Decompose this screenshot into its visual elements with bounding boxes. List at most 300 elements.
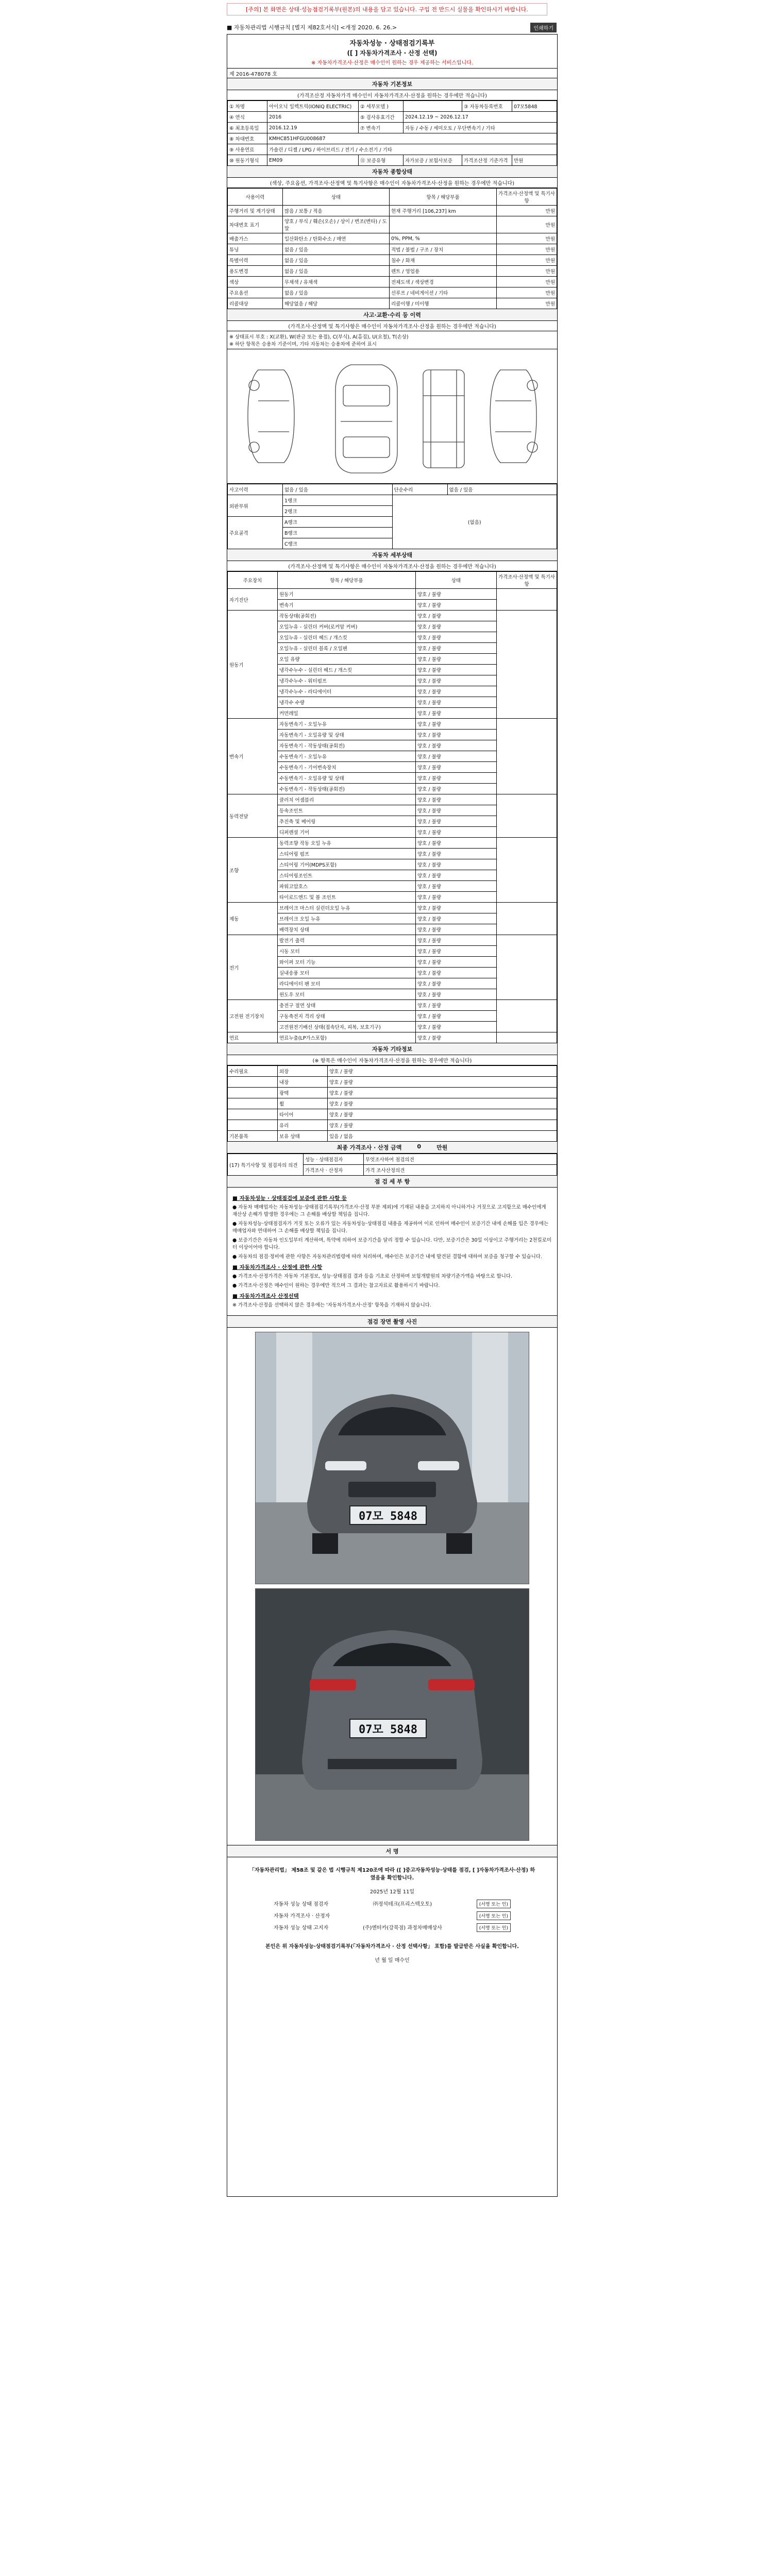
detail-item-cell: 라디에이터 팬 모터 xyxy=(278,978,416,989)
detail-item-cell: 발전기 출력 xyxy=(278,935,416,946)
form-caption-row xyxy=(227,23,557,32)
detail-item-cell: 추진축 및 베어링 xyxy=(278,816,416,827)
detail-price-cell xyxy=(497,719,557,794)
table-cell: 0%, PPM, % xyxy=(390,233,497,244)
detail-state-cell: 양호 / 불량 xyxy=(416,957,497,968)
table-row xyxy=(228,1098,557,1109)
table-row xyxy=(228,133,557,144)
table-cell: 없음 / 있음 xyxy=(283,266,390,277)
detail-item-cell: 클러치 어셈블리 xyxy=(278,794,416,805)
device-group-cell: 동력전달 xyxy=(228,794,278,838)
detail-state-cell: 양호 / 불량 xyxy=(416,740,497,751)
table-cell: 07모5848 xyxy=(512,101,557,112)
table-row xyxy=(228,1032,557,1043)
document-note: ※ 자동차가격조사·산정은 매수인이 원하는 경우 제공하는 서비스입니다. xyxy=(311,60,473,66)
final-price-label: 최종 가격조사 · 산정 금액 xyxy=(337,1144,402,1151)
table-row xyxy=(228,794,557,805)
detail-item-cell: 자동변속기 - 작동상태(공회전) xyxy=(278,740,416,751)
detail-state-cell: 양호 / 불량 xyxy=(416,827,497,838)
table-cell: 외장 xyxy=(278,1066,328,1077)
signature-date: 2025년 12월 11일 xyxy=(369,1889,415,1895)
front-inspection-photo xyxy=(255,1332,529,1584)
detail-status-table xyxy=(227,571,557,1043)
table-cell: 없음 / 있음 xyxy=(283,255,390,266)
signature-field[interactable]: (서명 또는 인) xyxy=(477,1900,511,1908)
table-cell: ④ 연식 xyxy=(228,112,267,123)
table-cell: 주요골격 xyxy=(228,517,283,549)
signer-role: 자동차 성능 상태 고지자 xyxy=(274,1925,329,1931)
table-cell: 2랭크 xyxy=(283,506,393,517)
table-cell: ② 세부모델 ) xyxy=(359,101,404,112)
table-cell: ③ 자동차등록번호 xyxy=(462,101,512,112)
table-cell: 휠 xyxy=(278,1098,328,1109)
table-row xyxy=(228,935,557,946)
detail-item-cell: 냉각수누수 - 라디에이터 xyxy=(278,686,416,697)
table-cell: 주행거리 및 계기상태 xyxy=(228,206,283,216)
table-cell: 보유 상태 xyxy=(278,1131,328,1142)
detail-item-cell: 스티어링 펌프 xyxy=(278,849,416,859)
table-cell: 수리필요 xyxy=(228,1066,278,1077)
photos-section xyxy=(227,1328,557,1845)
detail-item-cell: 스티어링 기어(MDPS포함) xyxy=(278,859,416,870)
basic-info-subtitle: (가격조산정 자동차가격 매수인이 자동차가격조사·산정을 원하는 경우에만 적습니다) xyxy=(227,90,557,100)
overall-status-title: 자동차 종합상태 xyxy=(227,166,557,178)
signer-role: 자동차 성능 상태 점검자 xyxy=(274,1902,329,1907)
detail-item-cell: 냉각수누수 - 워터펌프 xyxy=(278,675,416,686)
basic-info-title: 자동차 기본정보 xyxy=(227,78,557,90)
table-cell: 양호 / 불량 xyxy=(328,1077,557,1088)
detail-item-cell: 충전구 절연 상태 xyxy=(278,1000,416,1011)
table-cell: 없음 / 있음 xyxy=(283,287,390,298)
signature-row xyxy=(274,1922,511,1934)
table-row xyxy=(228,495,557,506)
signature-field[interactable]: (서명 또는 인) xyxy=(477,1923,511,1932)
table-cell: 만원 xyxy=(497,216,557,233)
table-cell: 전체도색 / 색상변경 xyxy=(390,277,497,287)
table-row xyxy=(228,277,557,287)
table-cell: 만원 xyxy=(497,298,557,309)
document-header xyxy=(227,35,557,69)
table-cell: 유리 xyxy=(278,1120,328,1131)
detail-price-cell xyxy=(497,1032,557,1043)
detail-price-cell xyxy=(497,903,557,935)
registration-number: 제 2016-478078 호 xyxy=(229,72,277,77)
detail-state-cell: 양호 / 불량 xyxy=(416,632,497,643)
table-row xyxy=(228,233,557,244)
detail-state-cell: 양호 / 불량 xyxy=(416,816,497,827)
table-cell: 리콜이행 / 미이행 xyxy=(390,298,497,309)
detail-item-cell: 배력장치 상태 xyxy=(278,924,416,935)
signer-role: 자동차 가격조사 · 산정자 xyxy=(274,1913,330,1919)
detail-state-cell: 양호 / 불량 xyxy=(416,849,497,859)
table-header-row xyxy=(228,572,557,589)
notice-paragraph: ● 가격조사·산정은 매수인이 원하는 경우에만 적으며 그 결과는 참고자료로 활용하시기 바랍니다. xyxy=(232,1283,440,1289)
detail-item-cell: 브레이크 마스터 실린더오일 누유 xyxy=(278,903,416,913)
detail-item-cell: 오일누유 - 실린더 블록 / 오일팬 xyxy=(278,643,416,654)
basic-info-table xyxy=(227,100,557,166)
detail-state-cell: 양호 / 불량 xyxy=(416,784,497,794)
table-row xyxy=(228,266,557,277)
detail-item-cell: 작동상태(공회전) xyxy=(278,611,416,621)
detail-state-cell: 양호 / 불량 xyxy=(416,643,497,654)
front-car-illustration xyxy=(256,1332,529,1584)
notice-paragraph: ● 자동차 매매업자는 자동차성능·상태점검기록부(가격조사·산정 부분 제외)에 기재된 내용을 고지하지 아니하거나 거짓으로 고지함으로 매수인에게 재산상 손해가 발생한 경우에는 그 손해를 배상할 책임을 집니다. xyxy=(232,1205,546,1217)
detail-item-cell: 등속조인트 xyxy=(278,805,416,816)
table-row xyxy=(228,589,557,600)
accident-history-table xyxy=(227,484,557,549)
table-cell: ⑪ 보증유형 xyxy=(359,155,404,166)
detail-state-cell: 양호 / 불량 xyxy=(416,611,497,621)
detail-state-cell: 양호 / 불량 xyxy=(416,654,497,665)
table-row xyxy=(228,206,557,216)
table-cell xyxy=(228,1098,278,1109)
document-title: 자동차성능 · 상태점검기록부 xyxy=(349,40,435,47)
table-cell xyxy=(404,101,462,112)
table-cell: 리콜대상 xyxy=(228,298,283,309)
signature-field[interactable]: (서명 또는 인) xyxy=(477,1911,511,1920)
table-cell: 만원 xyxy=(497,255,557,266)
legend-line: ※ 상태표시 부호 : X(교환), W(판금 또는 용접), C(부식), A(흠집), U(요철), T(손상) xyxy=(229,334,409,340)
table-row xyxy=(228,1077,557,1088)
detail-item-cell: 고전원전기배선 상태(접속단자, 피복, 보호기구) xyxy=(278,1022,416,1032)
device-group-cell: 고전원 전기장치 xyxy=(228,1000,278,1032)
table-row xyxy=(228,1000,557,1011)
detail-state-cell: 양호 / 불량 xyxy=(416,1011,497,1022)
table-cell: 사고이력 xyxy=(228,484,283,495)
detail-status-subtitle: (가격조사·산정액 및 특기사항은 매수인이 자동차가격조사·산정을 원하는 경우에만 적습니다) xyxy=(227,561,557,571)
detail-item-cell: 타이로드엔드 및 볼 조인트 xyxy=(278,892,416,903)
overall-status-table xyxy=(227,188,557,309)
table-cell: 양호 / 불량 xyxy=(328,1098,557,1109)
detail-state-cell: 양호 / 불량 xyxy=(416,1032,497,1043)
detail-state-cell: 양호 / 불량 xyxy=(416,719,497,730)
detail-item-cell: 브레이크 오일 누유 xyxy=(278,913,416,924)
detail-state-cell: 양호 / 불량 xyxy=(416,773,497,784)
rear-car-illustration xyxy=(256,1589,529,1840)
table-cell: ⑨ 사용연료 xyxy=(228,144,267,155)
detail-state-cell: 양호 / 불량 xyxy=(416,968,497,978)
table-row xyxy=(228,244,557,255)
other-info-subtitle: (※ 항목은 매수인이 자동차가격조사·산정을 원하는 경우에만 적습니다) xyxy=(227,1055,557,1065)
signature-title: 서 명 xyxy=(227,1845,557,1857)
table-cell: ⑤ 검사유효기간 xyxy=(359,112,404,123)
detail-item-cell: 원동기 xyxy=(278,589,416,600)
column-header: 상태 xyxy=(283,189,390,206)
detail-item-cell: 시동 모터 xyxy=(278,946,416,957)
detail-item-cell: 파워고압호스 xyxy=(278,881,416,892)
overall-status-subtitle: (색상, 주요옵션, 가격조사·산정액 및 특기사항은 매수인이 자동차가격조사·산정을 원하는 경우에만 적습니다) xyxy=(227,178,557,188)
legend-line: ※ 하단 항목은 승용차 기준이며, 기타 자동차는 승용차에 준하여 표시 xyxy=(229,342,377,347)
table-cell: 만원 xyxy=(497,277,557,287)
detail-state-cell: 양호 / 불량 xyxy=(416,621,497,632)
table-cell: 양호 / 부식 / 훼손(오손) / 상이 / 변조(변타) / 도말 xyxy=(283,216,390,233)
accident-history-title: 사고·교환·수리 등 이력 xyxy=(227,309,557,321)
table-cell: 무채색 / 유채색 xyxy=(283,277,390,287)
table-row xyxy=(228,1109,557,1120)
table-cell: 있음 / 없음 xyxy=(328,1131,557,1142)
detail-state-cell: 양호 / 불량 xyxy=(416,805,497,816)
table-cell: 가솔린 / 디젤 / LPG / 하이브리드 / 전기 / 수소전기 / 기타 xyxy=(267,144,557,155)
table-cell: 많음 / 보통 / 적음 xyxy=(283,206,390,216)
detail-item-cell: 변속기 xyxy=(278,600,416,611)
table-cell xyxy=(228,1077,278,1088)
table-cell: 무엇조사하여 점검의견 xyxy=(364,1154,557,1165)
table-row xyxy=(228,1120,557,1131)
accident-history-subtitle: (가격조사·산정액 및 특기사항은 매수인이 자동차가격조사·산정을 원하는 경우에만 적습니다) xyxy=(227,321,557,331)
table-cell: 2024.12.19 ~ 2026.12.17 xyxy=(404,112,557,123)
registration-number-row xyxy=(227,69,557,78)
table-cell xyxy=(228,1120,278,1131)
device-group-cell: 전기 xyxy=(228,935,278,1000)
detail-price-cell xyxy=(497,838,557,903)
notice-paragraph: ※ 가격조사·산정을 선택하지 않은 경우에는 '자동차가격조사·산정' 항목을 기재하지 않습니다. xyxy=(232,1302,431,1308)
table-cell: 2016.12.19 xyxy=(267,123,359,133)
detail-state-cell: 양호 / 불량 xyxy=(416,730,497,740)
detail-state-cell: 양호 / 불량 xyxy=(416,675,497,686)
signature-section xyxy=(227,1857,557,1974)
detail-item-cell: 와이퍼 모터 기능 xyxy=(278,957,416,968)
notice-paragraph: ● 가격조사·산정가격은 자동차 기본정보, 성능·상태점검 결과 등을 기초로 산정하며 보험개발원의 차량기준가액을 바탕으로 합니다. xyxy=(232,1274,512,1279)
table-cell: 양호 / 불량 xyxy=(328,1088,557,1098)
table-cell: A랭크 xyxy=(283,517,393,528)
detail-state-cell: 양호 / 불량 xyxy=(416,903,497,913)
detail-item-cell: 수동변속기 - 오일누유 xyxy=(278,751,416,762)
detail-state-cell: 양호 / 불량 xyxy=(416,697,497,708)
table-row xyxy=(228,1131,557,1142)
table-cell: 선루프 / 네비게이션 / 기타 xyxy=(390,287,497,298)
detail-item-cell: 자동변속기 - 오일누유 xyxy=(278,719,416,730)
table-row xyxy=(228,216,557,233)
detail-state-cell: 양호 / 불량 xyxy=(416,794,497,805)
table-cell: EM09 xyxy=(267,155,359,166)
detail-item-cell: 스티어링조인트 xyxy=(278,870,416,881)
table-cell: (17) 특기사항 및 점검자의 의견 xyxy=(228,1154,304,1176)
table-cell: 없음 / 있음 xyxy=(283,244,390,255)
detail-state-cell: 양호 / 불량 xyxy=(416,978,497,989)
detail-state-cell: 양호 / 불량 xyxy=(416,838,497,849)
inspector-opinion-table xyxy=(227,1154,557,1176)
table-cell: B랭크 xyxy=(283,528,393,538)
table-cell: 내장 xyxy=(278,1077,328,1088)
document-subtitle: ([ ] 자동차가격조사 · 산정 선택) xyxy=(347,49,438,57)
table-row xyxy=(228,1154,557,1165)
detail-state-cell: 양호 / 불량 xyxy=(416,946,497,957)
table-row xyxy=(228,838,557,849)
detail-item-cell: 구동축전지 격리 상태 xyxy=(278,1011,416,1022)
table-cell: 만원 xyxy=(512,155,557,166)
table-row xyxy=(228,287,557,298)
column-header: 상태 xyxy=(416,572,497,589)
form-caption: ■ 자동차관리법 시행규칙 [별지 제82호서식] <개정 2020. 6. 26.> xyxy=(227,24,397,31)
notice-title: ■ 자동차가격조사 산정선택 xyxy=(232,1293,299,1299)
table-cell: 타이어 xyxy=(278,1109,328,1120)
table-row xyxy=(228,903,557,913)
detail-item-cell: 수동변속기 - 오일유량 및 상태 xyxy=(278,773,416,784)
table-cell: 배출가스 xyxy=(228,233,283,244)
detail-item-cell: 자동변속기 - 오일유량 및 상태 xyxy=(278,730,416,740)
table-cell: 용도변경 xyxy=(228,266,283,277)
notice-paragraph: ● 자동차성능·상태점검자가 거짓 또는 오류가 있는 자동차성능·상태점검 내용을 제공하여 이로 인하여 매수인이 보증기간 내에 손해를 입은 경우에는 매매업자와 연대하여 그 손해를 배상할 책임을 집니다. xyxy=(232,1221,549,1234)
detail-state-cell: 양호 / 불량 xyxy=(416,1000,497,1011)
signer-name: (주)엔터카(강북점) 과정차매매상사 xyxy=(362,1925,442,1931)
table-cell: 만원 xyxy=(497,244,557,255)
signature-row xyxy=(274,1910,511,1922)
table-row xyxy=(228,1066,557,1077)
table-cell: 튜닝 xyxy=(228,244,283,255)
notice-paragraph: ● 보증기간은 자동차 인도일부터 계산하며, 특약에 의하여 보증기간을 달리 정할 수 있습니다. 다만, 보증기간은 30일 이상이고 주행거리는 2천킬로미터 이상이어야 합니다. xyxy=(232,1238,552,1250)
detail-state-cell: 양호 / 불량 xyxy=(416,924,497,935)
table-cell: 성능 · 상태점검자 xyxy=(304,1154,364,1165)
buyer-confirmation: 본인은 위 자동차성능·상태점검기록부(「자동차가격조사 · 산정 선택사항」 포함)를 발급받은 사실을 확인합니다. xyxy=(265,1944,519,1950)
table-cell: ⑦ 변속기 xyxy=(359,123,404,133)
detail-price-cell xyxy=(497,935,557,1000)
detail-state-cell: 양호 / 불량 xyxy=(416,751,497,762)
detail-state-cell: 양호 / 불량 xyxy=(416,881,497,892)
table-cell: 일산화탄소 / 탄화수소 / 매연 xyxy=(283,233,390,244)
table-cell: ⑩ 원동기형식 xyxy=(228,155,267,166)
table-cell: 기본품목 xyxy=(228,1131,278,1142)
rear-inspection-photo xyxy=(255,1588,529,1841)
detail-item-cell: 수동변속기 - 작동상태(공회전) xyxy=(278,784,416,794)
device-group-cell: 제동 xyxy=(228,903,278,935)
table-cell: 가격조사 · 산정자 xyxy=(304,1165,364,1176)
notice-section xyxy=(227,1188,557,1316)
buyer-signature-line: 년 월 일 매수인 xyxy=(375,1958,410,1963)
damage-symbol-legend xyxy=(227,331,557,349)
other-info-table xyxy=(227,1065,557,1142)
table-cell: 광택 xyxy=(278,1088,328,1098)
table-row xyxy=(228,611,557,621)
table-cell: 외판부위 xyxy=(228,495,283,517)
table-cell: 자동 / 수동 / 세미오토 / 무단변속기 / 기타 xyxy=(404,123,557,133)
table-cell: 만원 xyxy=(497,287,557,298)
table-row xyxy=(228,255,557,266)
signature-row xyxy=(274,1898,511,1910)
column-header: 주요장치 xyxy=(228,572,278,589)
detail-state-cell: 양호 / 불량 xyxy=(416,870,497,881)
table-cell xyxy=(228,1109,278,1120)
table-cell: 해당없음 / 해당 xyxy=(283,298,390,309)
detail-item-cell: 동력조향 작동 오일 누유 xyxy=(278,838,416,849)
detail-state-cell: 양호 / 불량 xyxy=(416,892,497,903)
table-row xyxy=(228,112,557,123)
column-header: 가격조사·산정액 및 특기사항 xyxy=(497,189,557,206)
device-group-cell: 자기진단 xyxy=(228,589,278,611)
final-price-row xyxy=(227,1142,557,1154)
detail-state-cell: 양호 / 불량 xyxy=(416,762,497,773)
signature-statement: 「자동차관리법」 제58조 및 같은 법 시행규칙 제120조에 따라 ([ ]중고자동차성능·상태를 점검, [ ]자동차가격조사·산정) 하였음을 확인합니다. xyxy=(249,1868,535,1881)
table-cell: 아이오닉 일렉트릭(IONIQ ELECTRIC) xyxy=(267,101,359,112)
device-group-cell: 변속기 xyxy=(228,719,278,794)
warning-banner: [주의] 본 화면은 상태·성능점검기록부(원본)의 내용을 담고 있습니다. 구입 전 반드시 실물을 확인하시기 바랍니다. xyxy=(227,3,547,15)
table-cell: ⑧ 차대번호 xyxy=(228,133,267,144)
notice-title: ■ 자동차성능 · 상태점검에 보증에 관한 사항 등 xyxy=(232,1195,347,1201)
table-cell: 특별이력 xyxy=(228,255,283,266)
detail-state-cell: 양호 / 불량 xyxy=(416,600,497,611)
table-cell: (없음) xyxy=(392,495,557,549)
other-info-title: 자동차 기타정보 xyxy=(227,1043,557,1055)
notice-heading: 점 검 세 부 항 xyxy=(227,1176,557,1188)
detail-item-cell: 냉각수누수 - 실린더 헤드 / 개스킷 xyxy=(278,665,416,675)
column-header: 가격조사·산정액 및 특기사항 xyxy=(497,572,557,589)
detail-item-cell: 오일 유량 xyxy=(278,654,416,665)
table-cell: 양호 / 불량 xyxy=(328,1109,557,1120)
detail-item-cell: 수동변속기 - 기어변속장치 xyxy=(278,762,416,773)
detail-state-cell: 양호 / 불량 xyxy=(416,589,497,600)
detail-state-cell: 양호 / 불량 xyxy=(416,859,497,870)
detail-item-cell: 커먼레일 xyxy=(278,708,416,719)
license-plate-rear: 07모 5848 xyxy=(349,1719,427,1738)
detail-item-cell: 오일누유 - 실린더 헤드 / 개스킷 xyxy=(278,632,416,643)
table-row xyxy=(228,484,557,495)
table-row xyxy=(228,298,557,309)
detail-price-cell xyxy=(497,611,557,719)
column-header: 사용이력 xyxy=(228,189,283,206)
table-row xyxy=(228,155,557,166)
table-cell: 자가보증 / 보험사보증 xyxy=(404,155,462,166)
final-price-amount: 0 xyxy=(417,1143,422,1150)
table-row xyxy=(228,719,557,730)
column-header: 항목 / 해당부품 xyxy=(390,189,497,206)
detail-state-cell: 양호 / 불량 xyxy=(416,665,497,675)
table-row xyxy=(228,144,557,155)
table-cell: ① 차명 xyxy=(228,101,267,112)
photos-title: 점검 장면 촬영 사진 xyxy=(227,1316,557,1328)
detail-state-cell: 양호 / 불량 xyxy=(416,989,497,1000)
table-cell: 단순수리 xyxy=(392,484,447,495)
table-row xyxy=(228,101,557,112)
table-cell: 침수 / 화재 xyxy=(390,255,497,266)
table-cell: 현재 주행거리 [106,237] km xyxy=(390,206,497,216)
detail-price-cell xyxy=(497,794,557,838)
signer-name: ㈜정석테크(프리스텍오토) xyxy=(373,1902,432,1907)
table-cell: 만원 xyxy=(497,266,557,277)
table-cell: 1랭크 xyxy=(283,495,393,506)
column-header: 항목 / 해당부품 xyxy=(278,572,416,589)
table-cell: 양호 / 불량 xyxy=(328,1066,557,1077)
table-cell: ⑥ 최초등록일 xyxy=(228,123,267,133)
table-row xyxy=(228,1088,557,1098)
table-cell: 양호 / 불량 xyxy=(328,1120,557,1131)
license-plate-front: 07모 5848 xyxy=(349,1505,427,1525)
detail-state-cell: 양호 / 불량 xyxy=(416,1022,497,1032)
detail-state-cell: 양호 / 불량 xyxy=(416,686,497,697)
print-button[interactable]: 인쇄하기 xyxy=(530,23,557,32)
table-cell: 색상 xyxy=(228,277,283,287)
detail-price-cell xyxy=(497,589,557,611)
detail-state-cell: 양호 / 불량 xyxy=(416,913,497,924)
table-cell: KMHC851HFGU008687 xyxy=(267,133,557,144)
table-cell xyxy=(390,216,497,233)
car-outline-diagram xyxy=(227,349,557,483)
inspection-record-document xyxy=(227,34,558,2197)
table-cell: 주요옵션 xyxy=(228,287,283,298)
final-price-unit: 만원 xyxy=(436,1144,448,1151)
table-cell xyxy=(228,1088,278,1098)
detail-item-cell: 디퍼렌셜 기어 xyxy=(278,827,416,838)
table-cell: 2016 xyxy=(267,112,359,123)
table-row xyxy=(228,123,557,133)
table-cell: 렌트 / 영업용 xyxy=(390,266,497,277)
device-group-cell: 연료 xyxy=(228,1032,278,1043)
table-cell: 차대번호 표기 xyxy=(228,216,283,233)
table-cell: 가격 조사산정의견 xyxy=(364,1165,557,1176)
table-header-row xyxy=(228,189,557,206)
table-cell: 만원 xyxy=(497,233,557,244)
notice-paragraph: ● 자동차의 점검·정비에 관한 사항은 자동차관리법령에 따라 처리하며, 매수인은 보증기간 내에 발견된 결함에 대하여 보증을 청구할 수 있습니다. xyxy=(232,1254,542,1260)
table-cell: 가격조산정 기준가격 xyxy=(462,155,512,166)
detail-price-cell xyxy=(497,1000,557,1032)
